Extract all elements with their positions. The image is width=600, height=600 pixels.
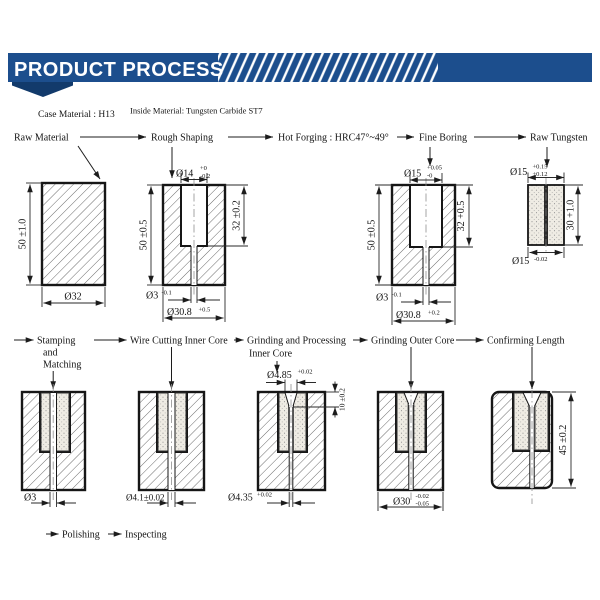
dim-outer: Ø30 xyxy=(393,496,411,508)
raw-material-body xyxy=(42,183,105,285)
dim-bore-tol-bot: -0 xyxy=(427,172,433,180)
figure-rough-shaping xyxy=(139,165,249,322)
dim-mouth: Ø4.85 xyxy=(267,370,292,381)
dim-channel: Ø3 xyxy=(24,492,37,504)
tungsten-rod-left xyxy=(528,185,545,245)
figure-grinding-inner xyxy=(228,369,347,508)
dim-channel-tol: +0.02 xyxy=(257,491,273,499)
figure-stamping-matching xyxy=(22,384,85,507)
dim-height: 50 ±1.0 xyxy=(17,218,29,250)
dim-height: 50 ±0.5 xyxy=(138,219,150,251)
step-polishing: Polishing xyxy=(62,529,100,541)
dim-mouth-depth: 10 ±0.2 xyxy=(337,388,347,411)
dim-dia-ground: Ø15 xyxy=(512,256,530,267)
figure-raw-tungsten xyxy=(510,164,583,268)
figure-wire-cutting xyxy=(126,384,204,507)
step-fine-boring: Fine Boring xyxy=(419,132,468,144)
banner-ribbon-fold xyxy=(12,82,73,97)
dim-channel: Ø4.35 xyxy=(228,492,253,504)
dim-outer-tol-top: -0.02 xyxy=(415,493,430,500)
flow-row3 xyxy=(46,530,167,541)
dim-bore-tol-top: +0 xyxy=(200,165,207,172)
dim-dia-tol-bot: +0.12 xyxy=(532,171,548,178)
dim-length: 30 +1.0 xyxy=(565,199,577,231)
flow-row1 xyxy=(14,133,588,180)
dim-channel: Ø3 xyxy=(146,290,159,302)
dim-bore-depth: 32 +0.5 xyxy=(456,200,467,232)
dim-channel-tol: -0.1 xyxy=(161,289,172,297)
step-wire-cutting: Wire Cutting Inner Core xyxy=(130,335,228,347)
dim-bore: Ø15 xyxy=(404,168,422,180)
step-raw-material: Raw Material xyxy=(14,132,69,144)
step-grinding-inner: Grinding and Processing xyxy=(247,335,346,347)
figure-confirming-length xyxy=(492,390,576,504)
dim-channel-tol: -0.1 xyxy=(391,291,402,299)
step-hot-forging: Hot Forging : HRC47°~49° xyxy=(278,132,389,144)
material-notes xyxy=(38,106,263,121)
case-material-note: Case Material : H13 xyxy=(38,110,115,120)
step-rough-shaping: Rough Shaping xyxy=(151,132,213,144)
step-grinding-inner-2: Inner Core xyxy=(249,348,293,360)
dim-outer: Ø30.8 xyxy=(396,310,421,321)
leader-raw-material xyxy=(78,146,100,179)
dim-outer: Ø30.8 xyxy=(167,307,192,318)
inside-material-note: Inside Material: Tungsten Carbide ST7 xyxy=(130,105,263,116)
dim-channel: Ø3 xyxy=(376,292,389,304)
dim-dia-tol-top: +0.15 xyxy=(532,163,548,171)
step-stamping-2: and xyxy=(43,347,58,359)
dim-channel: Ø4.1±0.02 xyxy=(126,492,165,503)
figure-grinding-outer xyxy=(378,384,443,511)
dim-bore: Ø14 xyxy=(176,168,194,180)
dim-height: 50 ±0.5 xyxy=(366,219,378,251)
step-confirming-length: Confirming Length xyxy=(487,335,565,347)
step-inspecting: Inspecting xyxy=(125,529,167,541)
figure-raw-material xyxy=(18,183,106,307)
step-grinding-outer: Grinding Outer Core xyxy=(371,335,455,347)
step-stamping: Stamping xyxy=(37,335,76,347)
header-banner xyxy=(8,53,592,97)
figure-fine-boring xyxy=(367,165,474,326)
dim-outer-tol: +0.2 xyxy=(428,309,440,317)
dim-width: Ø32 xyxy=(64,291,82,303)
step-raw-tungsten: Raw Tungsten xyxy=(530,132,588,144)
dim-bore-tol-bot: -0.2 xyxy=(200,173,211,180)
dim-dia: Ø15 xyxy=(510,167,528,178)
dim-outer-tol-bot: -0.05 xyxy=(415,500,430,508)
dim-dia-ground-tol: -0.02 xyxy=(534,256,548,263)
page-title: PRODUCT PROCESS xyxy=(14,59,224,81)
dim-outer-tol: +0.5 xyxy=(198,306,211,314)
banner-hatch-decoration xyxy=(218,53,438,82)
tungsten-rod-right xyxy=(547,185,564,245)
dim-mouth-tol: +0.02 xyxy=(297,368,313,376)
step-stamping-3: Matching xyxy=(43,359,82,371)
dim-bore-tol-top: +0.05 xyxy=(427,164,443,172)
dim-length: 45 ±0.2 xyxy=(558,424,569,456)
dim-bore-depth: 32 ±0.2 xyxy=(231,200,243,231)
